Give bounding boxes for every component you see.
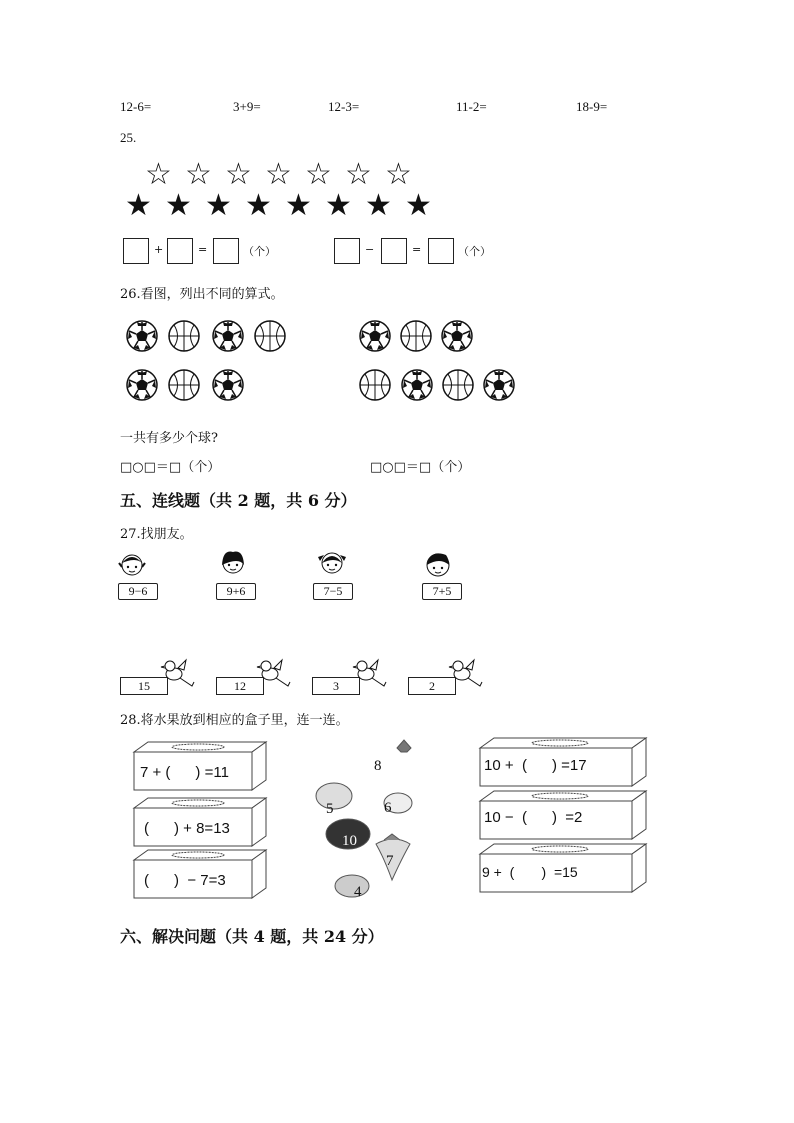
minus-sign: − [365, 243, 375, 256]
basketball-icon [401, 321, 431, 351]
fruit-number[interactable]: 6 [384, 800, 392, 816]
answer-number-box[interactable]: 12 [216, 677, 264, 695]
bird-icon [257, 660, 290, 686]
equals-sign: = [412, 243, 422, 256]
birds-illustration [160, 656, 490, 692]
crate-equation: 10 + ( ) =17 [484, 757, 587, 774]
question-title: 26.看图，列出不同的算式。 [120, 287, 284, 302]
expression-card[interactable]: 7+5 [422, 583, 462, 600]
basketball-icon [360, 370, 390, 400]
expression-card[interactable]: 9+6 [216, 583, 256, 600]
girl-icon [318, 553, 346, 573]
answer-box[interactable] [428, 238, 454, 264]
unit-label: （个） [458, 245, 491, 258]
balls-illustration [118, 312, 538, 412]
answer-formula[interactable]: □○□＝□（个） [370, 460, 471, 475]
crate-equation: ( ) − 7=3 [144, 872, 226, 889]
solid-star-icon: ★ [125, 188, 152, 223]
bird-icon [449, 660, 482, 686]
crate-equation: 9 + ( ) =15 [482, 864, 578, 880]
crate-equation: ( ) + 8=13 [144, 820, 230, 837]
girl-icon [119, 555, 145, 575]
solid-star-icon: ★ [365, 188, 392, 223]
question-title: 27.找朋友。 [120, 527, 193, 542]
answer-number-box[interactable]: 2 [408, 677, 456, 695]
equals-sign: = [198, 243, 208, 256]
equation: 18-9= [576, 99, 608, 114]
solid-star-icon: ★ [285, 188, 312, 223]
question-title: 28.将水果放到相应的盒子里，连一连。 [120, 713, 349, 728]
basketball-icon [255, 321, 285, 351]
answer-formula[interactable]: □○□＝□（个） [120, 460, 221, 475]
solid-star-icon: ★ [205, 188, 232, 223]
answer-number-box[interactable]: 3 [312, 677, 360, 695]
solid-star-icon: ★ [165, 188, 192, 223]
solid-star-icon: ★ [405, 188, 432, 223]
fruit-number[interactable]: 4 [354, 884, 362, 900]
equation: 12-6= [120, 99, 152, 114]
equation: 12-3= [328, 99, 360, 114]
plus-sign: + [154, 243, 164, 256]
solid-star-icon: ★ [245, 188, 272, 223]
answer-box[interactable] [381, 238, 407, 264]
soccer-ball-icon [213, 370, 243, 400]
girl-icon [222, 552, 244, 573]
hollow-star-icon: ☆ [305, 157, 332, 192]
soccer-ball-icon [402, 370, 432, 400]
answer-box[interactable] [334, 238, 360, 264]
basketball-icon [443, 370, 473, 400]
bird-icon [353, 660, 386, 686]
answer-box[interactable] [123, 238, 149, 264]
soccer-ball-icon [127, 370, 157, 400]
expression-card[interactable]: 9−6 [118, 583, 158, 600]
question-number: 25. [120, 130, 137, 145]
crate-equation: 7 + ( ) =11 [140, 764, 229, 781]
equation: 11-2= [456, 99, 487, 114]
fruit-number[interactable]: 8 [374, 758, 382, 774]
equation: 3+9= [233, 99, 261, 114]
soccer-ball-icon [484, 370, 514, 400]
hollow-star-icon: ☆ [345, 157, 372, 192]
question-prompt: 一共有多少个球? [120, 431, 218, 446]
hollow-star-icon: ☆ [265, 157, 292, 192]
basketball-icon [169, 370, 199, 400]
bird-icon [161, 660, 194, 686]
hollow-star-icon: ☆ [185, 157, 212, 192]
expression-card[interactable]: 7−5 [313, 583, 353, 600]
fruits-illustration [312, 738, 432, 906]
section-heading: 五、连线题（共 2 题，共 6 分） [120, 491, 357, 510]
orange-icon [316, 783, 352, 809]
children-illustration [118, 551, 478, 583]
soccer-ball-icon [127, 321, 157, 351]
fruit-number[interactable]: 7 [386, 853, 394, 869]
hollow-star-icon: ☆ [225, 157, 252, 192]
answer-box[interactable] [213, 238, 239, 264]
answer-number-box[interactable]: 15 [120, 677, 168, 695]
fruit-number[interactable]: 10 [342, 833, 357, 849]
hollow-star-icon: ☆ [385, 157, 412, 192]
fruit-number[interactable]: 5 [326, 801, 334, 817]
unit-label: （个） [243, 245, 276, 258]
solid-star-icon: ★ [325, 188, 352, 223]
soccer-ball-icon [360, 321, 390, 351]
answer-box[interactable] [167, 238, 193, 264]
boy-icon [427, 553, 449, 576]
hollow-star-icon: ☆ [145, 157, 172, 192]
crate-equation: 10 − ( ) =2 [484, 809, 583, 826]
section-heading: 六、解决问题（共 4 题，共 24 分） [120, 927, 384, 946]
soccer-ball-icon [442, 321, 472, 351]
lemon-icon [335, 875, 369, 897]
basketball-icon [169, 321, 199, 351]
soccer-ball-icon [213, 321, 243, 351]
